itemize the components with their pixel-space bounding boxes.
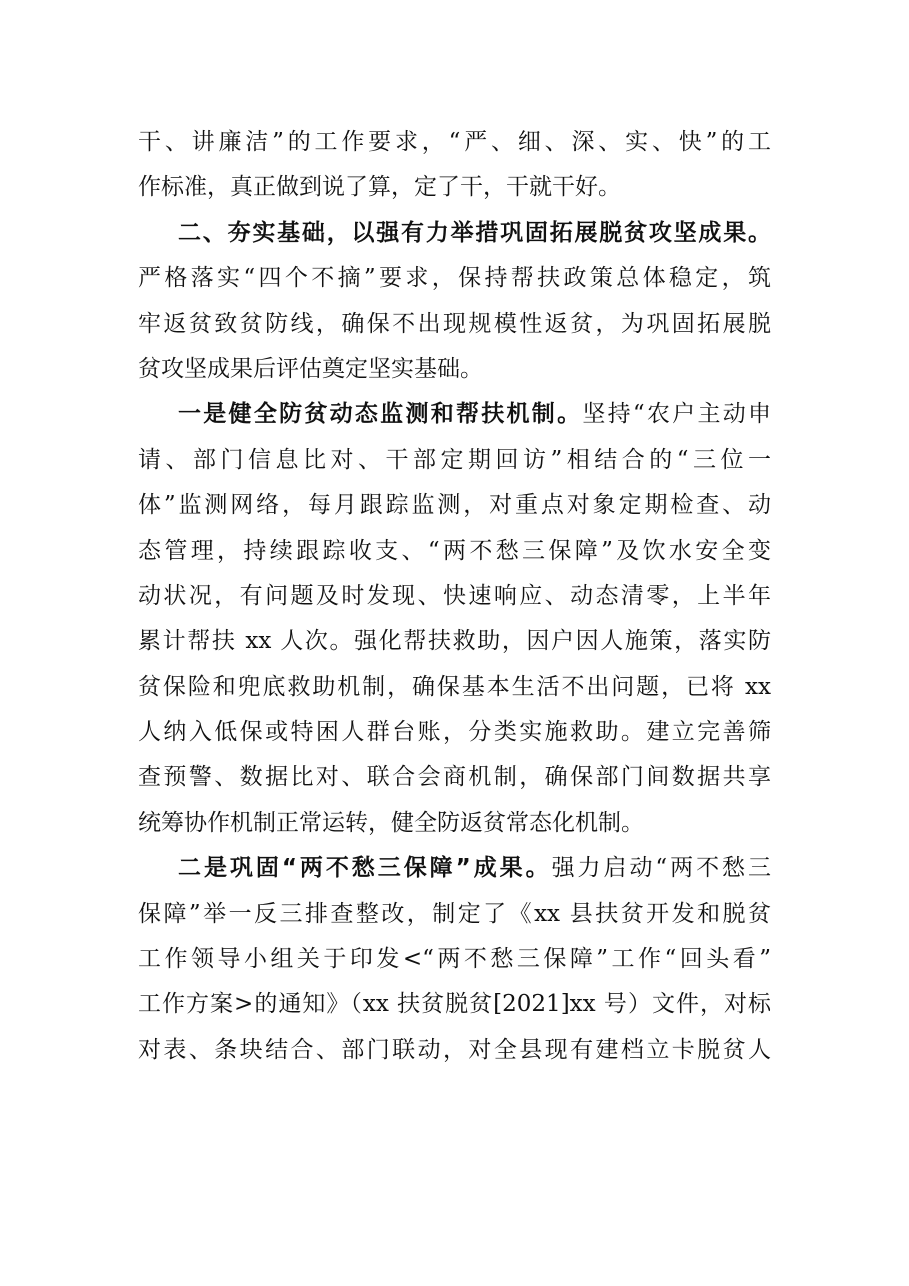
paragraph-continued-requirements [138,120,771,211]
text-line: 严格落实“四个不摘”要求，保持帮扶政策总体稳定，筑 [138,265,771,292]
paragraph-section-two [138,211,771,393]
paragraph-monitoring-mechanism [138,392,771,846]
text-line: 态管理，持续跟踪收支、“两不愁三保障”及饮水安全变 [138,537,771,564]
text-line: 贫攻坚成果后评估奠定坚实基础。 [138,355,483,382]
text-line: 体”监测网络，每月跟踪监测，对重点对象定期检查、动 [138,492,771,519]
paragraph-lead-heading: 一是健全防贫动态监测和帮扶机制。 [178,401,583,428]
text-line: 人纳入低保或特困人群台账，分类实施救助。建立完善筛 [138,719,771,746]
text-line: 统筹协作机制正常运转，健全防返贫常态化机制。 [138,809,644,836]
text-line: 工作领导小组关于印发<“两不愁三保障”工作“回头看” [138,946,771,973]
text-line: 作标准，真正做到说了算，定了干，干就干好。 [138,174,621,201]
text-line: 累计帮扶 xx 人次。强化帮扶救助，因户因人施策，落实防 [138,628,771,655]
text-line: 保障”举一反三排查整改，制定了《xx 县扶贫开发和脱贫 [138,900,771,927]
text-line: 工作方案>的通知》（xx 扶贫脱贫[2021]xx 号）文件，对标 [138,991,771,1018]
text-line: 请、部门信息比对、干部定期回访”相结合的“三位一 [138,446,771,473]
section-heading: 二、夯实基础，以强有力举措巩固拓展脱贫攻坚成果。 [178,219,771,246]
document-body [138,120,771,1073]
paragraph-lead-text: 坚持“农户主动申 [582,401,771,428]
text-line [138,392,771,437]
paragraph-two-no-worries [138,846,771,1073]
text-line: 贫保险和兜底救助机制，确保基本生活不出问题，已将 xx [138,673,771,700]
text-line: 干、讲廉洁”的工作要求，“严、细、深、实、快”的工 [138,129,771,155]
paragraph-lead-heading: 二是巩固“两不愁三保障”成果。 [178,855,552,882]
text-line: 动状况，有问题及时发现、快速响应、动态清零，上半年 [138,582,771,609]
text-line: 查预警、数据比对、联合会商机制，确保部门间数据共享 [138,764,771,791]
text-line: 对表、条块结合、部门联动，对全县现有建档立卡脱贫人 [138,1036,771,1063]
text-line [138,846,771,891]
text-line: 牢返贫致贫防线，确保不出现规模性返贫，为巩固拓展脱 [138,310,771,337]
paragraph-lead-text: 强力启动“两不愁三 [551,855,772,882]
